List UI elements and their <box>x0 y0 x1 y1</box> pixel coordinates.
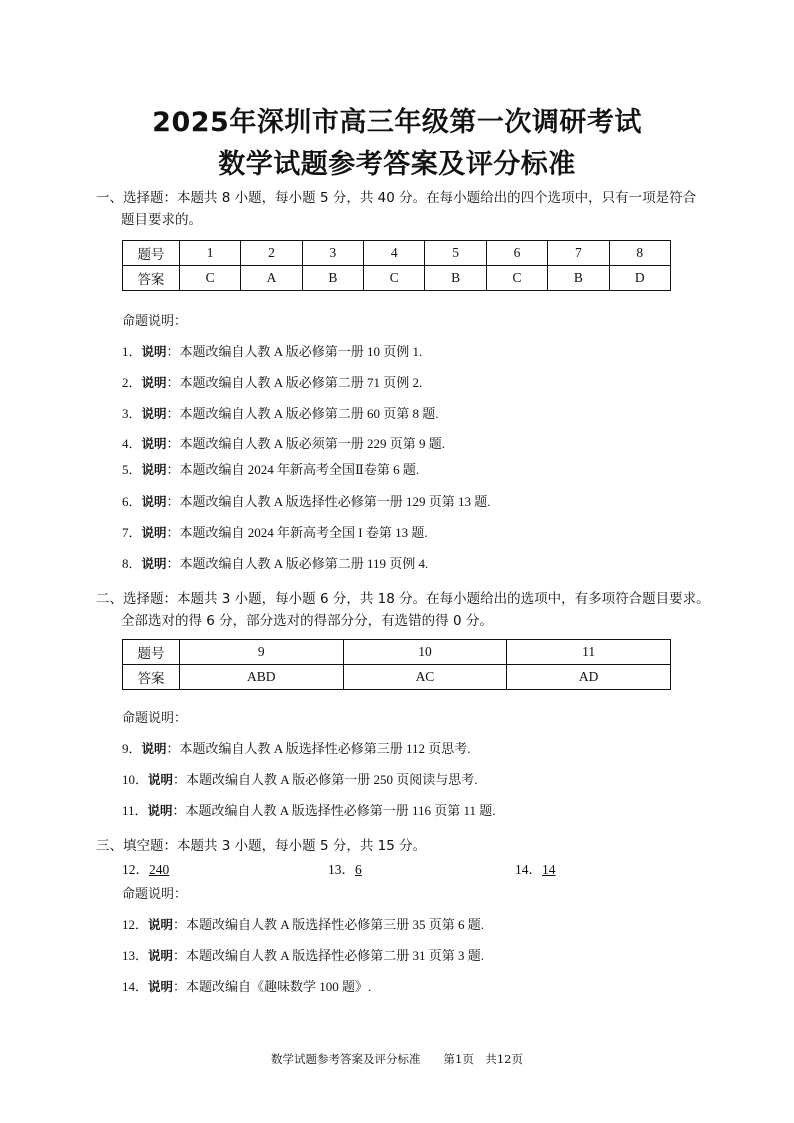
table-cell: 9 <box>179 640 343 665</box>
table-cell: C <box>179 266 240 291</box>
section-1-number: 一、 <box>96 190 123 206</box>
section-1-text: 选择题：本题共 8 小题，每小题 5 分，共 40 分。在每小题给出的四个选项中，只有一项是符合 <box>123 190 697 206</box>
table-cell: 1 <box>179 241 240 266</box>
table-cell: D <box>609 266 670 291</box>
list-item: 13．说明：本题改编自人教 A 版选择性必修第二册 31 页第 3 题. <box>122 948 484 963</box>
table-cell: A <box>241 266 302 291</box>
list-item: 12．说明：本题改编自人教 A 版选择性必修第三册 35 页第 6 题. <box>122 917 484 932</box>
row-label-question: 题号 <box>123 241 180 266</box>
section-1-heading <box>96 187 708 231</box>
section-3-heading <box>96 835 708 857</box>
table-cell: 2 <box>241 241 302 266</box>
table-cell: 6 <box>486 241 547 266</box>
row-label-question: 题号 <box>123 640 180 665</box>
answer-table-1 <box>122 240 671 291</box>
list-item: 3．说明：本题改编自人教 A 版必修第二册 60 页第 8 题. <box>122 406 439 421</box>
list-item: 4．说明：本题改编自人教 A 版必须第一册 229 页第 9 题. <box>122 436 445 451</box>
section-2-heading <box>96 588 716 632</box>
table-row-question-numbers <box>123 640 671 665</box>
fill-answer-13: 13．6 <box>328 862 362 877</box>
table-cell: 11 <box>507 640 671 665</box>
section-3-text: 填空题：本题共 3 小题，每小题 5 分，共 15 分。 <box>123 838 427 854</box>
list-item: 10．说明：本题改编自人教 A 版必修第一册 250 页阅读与思考. <box>122 772 478 787</box>
section-2-text: 选择题：本题共 3 小题，每小题 6 分，共 18 分。在每小题给出的选项中，有多项符合题目要求。 <box>123 591 710 607</box>
table-cell: 4 <box>364 241 425 266</box>
table-cell: 7 <box>548 241 609 266</box>
table-cell: 5 <box>425 241 486 266</box>
fill-answer-12: 12．240 <box>122 862 170 877</box>
page-footer: 数学试题参考答案及评分标准 第1页 共12页 <box>271 1052 523 1066</box>
table-row-answers <box>123 266 671 291</box>
document-subtitle: 数学试题参考答案及评分标准 <box>218 149 576 180</box>
note-title: 命题说明： <box>122 711 188 726</box>
table-cell: B <box>548 266 609 291</box>
table-cell: 10 <box>343 640 507 665</box>
table-cell: C <box>364 266 425 291</box>
document-title: 2025年深圳市高三年级第一次调研考试 <box>152 107 642 138</box>
list-item: 7．说明：本题改编自 2024 年新高考全国 I 卷第 13 题. <box>122 525 428 540</box>
table-row-answers <box>123 665 671 690</box>
list-item: 8．说明：本题改编自人教 A 版必修第二册 119 页例 4. <box>122 556 429 571</box>
note-title: 命题说明： <box>122 314 188 329</box>
table-row-question-numbers <box>123 241 671 266</box>
list-item: 2．说明：本题改编自人教 A 版必修第二册 71 页例 2. <box>122 375 423 390</box>
list-item: 14．说明：本题改编自《趣味数学 100 题》. <box>122 979 372 994</box>
answer-table-2 <box>122 639 671 690</box>
table-cell: AD <box>507 665 671 690</box>
row-label-answer: 答案 <box>123 266 180 291</box>
note-title: 命题说明： <box>122 887 188 902</box>
section-1-text-cont: 题目要求的。 <box>121 212 202 228</box>
table-cell: 3 <box>302 241 363 266</box>
list-item: 9．说明：本题改编自人教 A 版选择性必修第三册 112 页思考. <box>122 741 471 756</box>
section-3-number: 三、 <box>96 838 123 854</box>
table-cell: B <box>302 266 363 291</box>
list-item: 1．说明：本题改编自人教 A 版必修第一册 10 页例 1. <box>122 344 423 359</box>
table-cell: AC <box>343 665 507 690</box>
table-cell: C <box>486 266 547 291</box>
table-cell: B <box>425 266 486 291</box>
fill-answer-14: 14．14 <box>515 862 556 877</box>
table-cell: ABD <box>179 665 343 690</box>
section-2-text-cont: 全部选对的得 6 分，部分选对的得部分分，有选错的得 0 分。 <box>121 613 493 629</box>
table-cell: 8 <box>609 241 670 266</box>
list-item: 5．说明：本题改编自 2024 年新高考全国Ⅱ卷第 6 题. <box>122 462 420 477</box>
list-item: 11．说明：本题改编自人教 A 版选择性必修第一册 116 页第 11 题. <box>122 803 496 818</box>
row-label-answer: 答案 <box>123 665 180 690</box>
list-item: 6．说明：本题改编自人教 A 版选择性必修第一册 129 页第 13 题. <box>122 494 491 509</box>
section-2-number: 二、 <box>96 591 123 607</box>
